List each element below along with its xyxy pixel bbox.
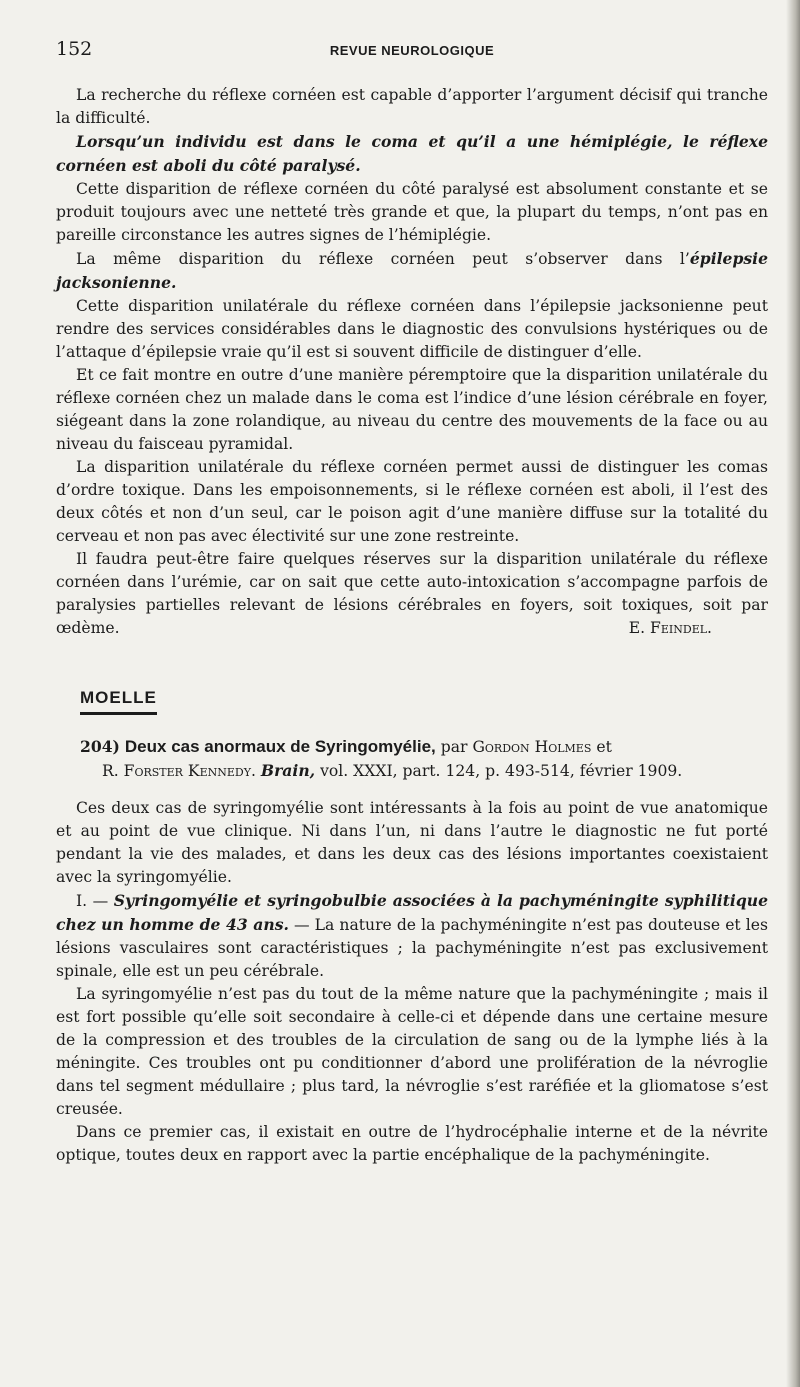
paragraph: Ces deux cas de syringomyélie sont intéressants à la fois au point de vue anatomique et au point de vue clinique. Ni dans l’un, ni dans l’autre le diagnostic ne fut porté pendant la vie des malades, et dans les deux cas des lésions importantes coexistaient avec la syringomyélie.: [56, 799, 768, 886]
article-title: Deux cas anormaux de Syringomyélie,: [124, 737, 436, 756]
paragraph-text: Il faudra peut-être faire quelques réserves sur la disparition unilatérale du réflexe cornéen dans l’urémie, car on sait que cette auto-intoxication s’accompagne parfois de paralysies partielles relevant de lésions cérébrales en foyers, soit toxiques, soit par œdème.: [56, 550, 768, 637]
paragraph: [56, 247, 768, 295]
paragraph: Et ce fait montre en outre d’une manière péremptoire que la disparition unilatérale du réflexe cornéen chez un malade dans le coma est l’indice d’une lésion cérébrale en foyer, siégeant dans la zone rolandique, au niveau du centre des mouvements de la face ou au niveau du faisceau pyramidal.: [56, 366, 768, 453]
article-number: 204): [80, 737, 120, 756]
italic-statement: Lorsqu’un individu est dans le coma et qu’il a une hémiplégie, le réflexe cornéen est aboli du côté paralysé.: [56, 132, 768, 175]
paragraph: [56, 889, 768, 983]
section-heading: MOELLE: [80, 688, 157, 715]
article-header-line: [80, 735, 768, 759]
paragraph-text: La même disparition du réflexe cornéen peut s’observer dans l’: [76, 250, 690, 268]
paragraph-italic: [56, 130, 768, 178]
source-journal: Brain,: [260, 761, 316, 780]
author-signature: E. Feindel.: [628, 619, 712, 637]
paragraph: La recherche du réflexe cornéen est capable d’apporter l’argument décisif qui tranche la difficulté.: [56, 86, 768, 127]
paragraph: Dans ce premier cas, il existait en outre de l’hydrocéphalie interne et de la névrite optique, toutes deux en rapport avec la partie encéphalique de la pachyméningite.: [56, 1123, 768, 1164]
page-number: 152: [56, 38, 93, 60]
article-header: [56, 735, 768, 783]
by-word: par: [440, 738, 468, 756]
running-head: [56, 38, 768, 62]
paragraph: Cette disparition unilatérale du réflexe cornéen dans l’épilepsie jacksonienne peut rendre des services considérables dans le diagnostic des convulsions hystériques ou de l’attaque d’épilepsie vraie qu’il est si souvent difficile de distinguer d’elle.: [56, 297, 768, 361]
paragraph-text: — La nature de la pachyméningite n’est pas douteuse et les lésions vasculaires sont caractéristiques ; la pachyméningite n’est pas exclusivement spinale, elle est un peu cérébrale.: [56, 916, 769, 980]
author-name: Gordon Holmes: [472, 738, 592, 756]
text-block: [56, 84, 768, 1167]
paragraph-with-signature: [56, 548, 768, 640]
citation: vol. XXXI, part. 124, p. 493-514, février 1909.: [320, 762, 683, 780]
case-label: I. —: [76, 892, 109, 910]
paragraph: Cette disparition de réflexe cornéen du côté paralysé est absolument constante et se produit toujours avec une netteté très grande et que, la plupart du temps, n’ont pas en pareille circonstance les autres signes de l’hémiplégie.: [56, 180, 768, 244]
paragraph: La syringomyélie n’est pas du tout de la même nature que la pachyméningite ; mais il est fort possible qu’elle soit secondaire à celle-ci et dépende dans une certaine mesure de la compression et des troubles de la circulation de sang ou de la lymphe liés à la méningite. Ces troubles ont pu conditionner d’abord une prolifération de la névroglie dans tel segment médullaire ; plus tard, la névroglie s’est raréfiée et la gliomatose s’est creusée.: [56, 985, 768, 1118]
journal-title: REVUE NEUROLOGIQUE: [329, 43, 495, 58]
italic-term: épilepsie jacksonienne.: [56, 249, 768, 292]
paragraph: La disparition unilatérale du réflexe cornéen permet aussi de distinguer les comas d’ordre toxique. Dans les empoisonnements, si le réflexe cornéen est aboli, il l’est des deux côtés et non d’un seul, car le poison agit d’une manière diffuse sur la totalité du cerveau et non pas avec électivité sur une zone restreinte.: [56, 458, 768, 545]
author-name: R. Forster Kennedy.: [102, 762, 256, 780]
article-header-line: [80, 759, 768, 783]
case-title: Syringomyélie et syringobulbie associées à la pachyméningite syphilitique chez un homme de 43 ans.: [56, 891, 768, 934]
and-word: et: [596, 738, 612, 756]
page-edge-shadow: [786, 0, 800, 1387]
